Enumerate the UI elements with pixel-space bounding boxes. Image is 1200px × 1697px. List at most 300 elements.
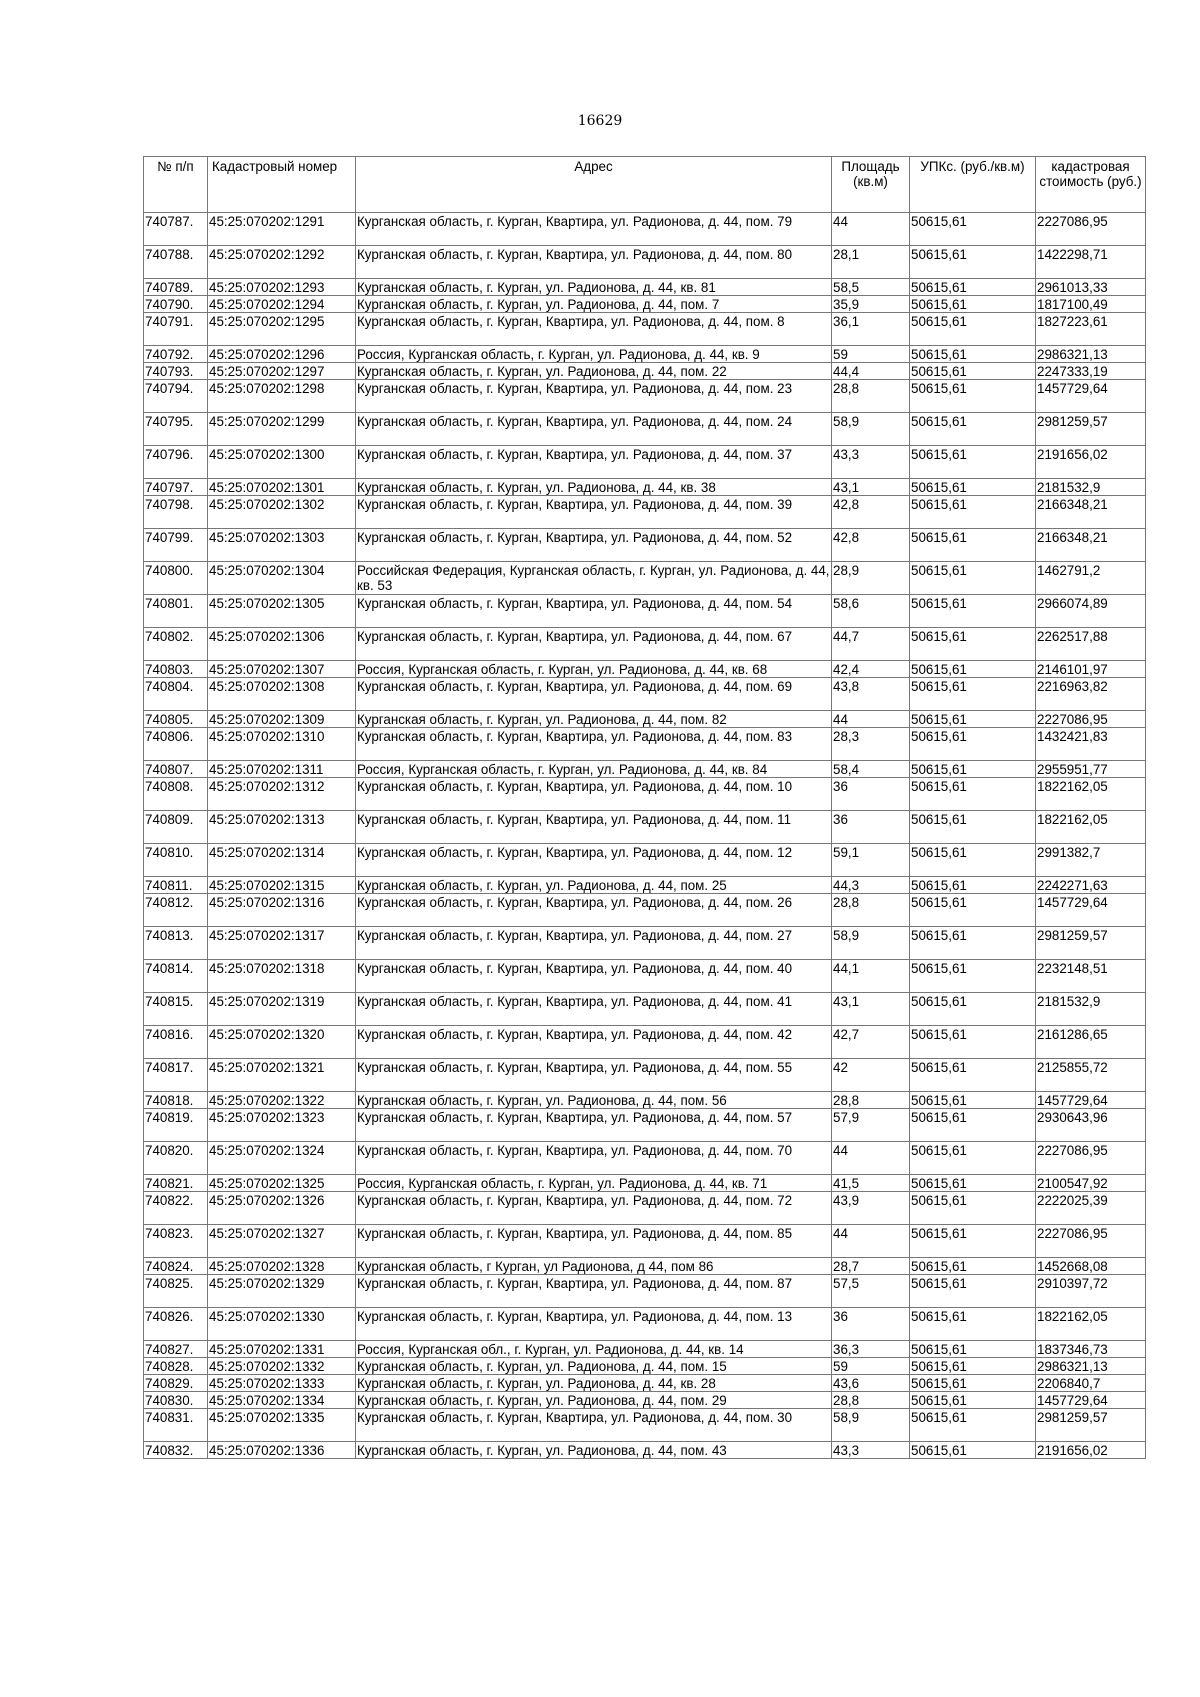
row-number-cell: 740799. — [144, 529, 208, 562]
upks-cell: 50615,61 — [910, 1026, 1036, 1059]
upks-cell: 50615,61 — [910, 778, 1036, 811]
address-cell: Курганская область, г. Курган, Квартира, ул. Радионова, д. 44, пом. 37 — [356, 446, 832, 479]
row-number-cell: 740808. — [144, 778, 208, 811]
table-row — [144, 844, 1146, 877]
address-cell: Курганская область, г. Курган, Квартира, ул. Радионова, д. 44, пом. 13 — [356, 1308, 832, 1341]
cadastral-value-cell: 1822162,05 — [1036, 811, 1146, 844]
address-cell: Курганская область, г. Курган, ул. Радионова, д. 44, пом. 43 — [356, 1442, 832, 1459]
row-number-cell: 740800. — [144, 562, 208, 595]
cadastral-value-cell: 2981259,57 — [1036, 927, 1146, 960]
table-row — [144, 1275, 1146, 1308]
address-cell: Курганская область, г. Курган, Квартира, ул. Радионова, д. 44, пом. 57 — [356, 1109, 832, 1142]
header-cadastral-value: кадастровая стоимость (руб.) — [1036, 157, 1146, 213]
area-cell: 43,1 — [832, 479, 910, 496]
row-number-cell: 740812. — [144, 894, 208, 927]
row-number-cell: 740807. — [144, 761, 208, 778]
table-row — [144, 529, 1146, 562]
row-number-cell: 740794. — [144, 380, 208, 413]
upks-cell: 50615,61 — [910, 728, 1036, 761]
cadastral-value-cell: 1817100,49 — [1036, 296, 1146, 313]
cadastral-value-cell: 2955951,77 — [1036, 761, 1146, 778]
upks-cell: 50615,61 — [910, 213, 1036, 246]
cadastral-number-cell: 45:25:070202:1329 — [208, 1275, 356, 1308]
address-cell: Россия, Курганская область, г. Курган, ул. Радионова, д. 44, кв. 71 — [356, 1175, 832, 1192]
cadastral-number-cell: 45:25:070202:1322 — [208, 1092, 356, 1109]
cadastral-value-cell: 2247333,19 — [1036, 363, 1146, 380]
table-row — [144, 380, 1146, 413]
row-number-cell: 740828. — [144, 1358, 208, 1375]
cadastral-number-cell: 45:25:070202:1315 — [208, 877, 356, 894]
table-row — [144, 1375, 1146, 1392]
cadastral-value-cell: 1457729,64 — [1036, 380, 1146, 413]
table-row — [144, 993, 1146, 1026]
cadastral-value-cell: 1827223,61 — [1036, 313, 1146, 346]
cadastral-value-cell: 2161286,65 — [1036, 1026, 1146, 1059]
cadastral-value-cell: 2232148,51 — [1036, 960, 1146, 993]
row-number-cell: 740820. — [144, 1142, 208, 1175]
cadastral-number-cell: 45:25:070202:1303 — [208, 529, 356, 562]
upks-cell: 50615,61 — [910, 894, 1036, 927]
table-row — [144, 479, 1146, 496]
row-number-cell: 740818. — [144, 1092, 208, 1109]
area-cell: 42,4 — [832, 661, 910, 678]
address-cell: Россия, Курганская область, г. Курган, ул. Радионова, д. 44, кв. 9 — [356, 346, 832, 363]
area-cell: 28,3 — [832, 728, 910, 761]
row-number-cell: 740796. — [144, 446, 208, 479]
upks-cell: 50615,61 — [910, 1092, 1036, 1109]
area-cell: 28,8 — [832, 894, 910, 927]
address-cell: Россия, Курганская область, г. Курган, ул. Радионова, д. 44, кв. 84 — [356, 761, 832, 778]
cadastral-value-cell: 2125855,72 — [1036, 1059, 1146, 1092]
cadastral-number-cell: 45:25:070202:1336 — [208, 1442, 356, 1459]
address-cell: Курганская область, г. Курган, Квартира, ул. Радионова, д. 44, пом. 11 — [356, 811, 832, 844]
row-number-cell: 740826. — [144, 1308, 208, 1341]
cadastral-number-cell: 45:25:070202:1319 — [208, 993, 356, 1026]
upks-cell: 50615,61 — [910, 927, 1036, 960]
cadastral-value-cell: 1457729,64 — [1036, 1092, 1146, 1109]
upks-cell: 50615,61 — [910, 446, 1036, 479]
table-row — [144, 1175, 1146, 1192]
row-number-cell: 740829. — [144, 1375, 208, 1392]
cadastral-number-cell: 45:25:070202:1308 — [208, 678, 356, 711]
upks-cell: 50615,61 — [910, 628, 1036, 661]
upks-cell: 50615,61 — [910, 1442, 1036, 1459]
address-cell: Курганская область, г. Курган, Квартира, ул. Радионова, д. 44, пом. 23 — [356, 380, 832, 413]
upks-cell: 50615,61 — [910, 1308, 1036, 1341]
cadastral-value-table — [143, 156, 1146, 1459]
address-cell: Курганская область, г. Курган, Квартира, ул. Радионова, д. 44, пом. 52 — [356, 529, 832, 562]
table-row — [144, 894, 1146, 927]
area-cell: 28,7 — [832, 1258, 910, 1275]
row-number-cell: 740801. — [144, 595, 208, 628]
table-row — [144, 246, 1146, 279]
table-row — [144, 1142, 1146, 1175]
cadastral-number-cell: 45:25:070202:1318 — [208, 960, 356, 993]
upks-cell: 50615,61 — [910, 1341, 1036, 1358]
row-number-cell: 740814. — [144, 960, 208, 993]
area-cell: 35,9 — [832, 296, 910, 313]
table-row — [144, 1392, 1146, 1409]
area-cell: 44 — [832, 711, 910, 728]
upks-cell: 50615,61 — [910, 1175, 1036, 1192]
cadastral-number-cell: 45:25:070202:1314 — [208, 844, 356, 877]
cadastral-value-cell: 1822162,05 — [1036, 1308, 1146, 1341]
table-row — [144, 1442, 1146, 1459]
upks-cell: 50615,61 — [910, 562, 1036, 595]
address-cell: Курганская область, г. Курган, Квартира, ул. Радионова, д. 44, пом. 69 — [356, 678, 832, 711]
address-cell: Курганская область, г. Курган, ул. Радионова, д. 44, кв. 28 — [356, 1375, 832, 1392]
row-number-cell: 740831. — [144, 1409, 208, 1442]
table-row — [144, 595, 1146, 628]
cadastral-number-cell: 45:25:070202:1311 — [208, 761, 356, 778]
table-row — [144, 1109, 1146, 1142]
area-cell: 44,7 — [832, 628, 910, 661]
table-row — [144, 1358, 1146, 1375]
upks-cell: 50615,61 — [910, 1358, 1036, 1375]
table-row — [144, 1341, 1146, 1358]
cadastral-value-cell: 1837346,73 — [1036, 1341, 1146, 1358]
row-number-cell: 740827. — [144, 1341, 208, 1358]
area-cell: 44 — [832, 1225, 910, 1258]
address-cell: Россия, Курганская обл., г. Курган, ул. Радионова, д. 44, кв. 14 — [356, 1341, 832, 1358]
row-number-cell: 740830. — [144, 1392, 208, 1409]
row-number-cell: 740825. — [144, 1275, 208, 1308]
cadastral-number-cell: 45:25:070202:1316 — [208, 894, 356, 927]
area-cell: 42,7 — [832, 1026, 910, 1059]
row-number-cell: 740810. — [144, 844, 208, 877]
address-cell: Курганская область, г. Курган, Квартира, ул. Радионова, д. 44, пом. 79 — [356, 213, 832, 246]
cadastral-value-cell: 2206840,7 — [1036, 1375, 1146, 1392]
row-number-cell: 740788. — [144, 246, 208, 279]
address-cell: Курганская область, г. Курган, Квартира, ул. Радионова, д. 44, пом. 83 — [356, 728, 832, 761]
address-cell: Курганская область, г. Курган, Квартира, ул. Радионова, д. 44, пом. 42 — [356, 1026, 832, 1059]
row-number-cell: 740787. — [144, 213, 208, 246]
address-cell: Курганская область, г. Курган, ул. Радионова, д. 44, пом. 15 — [356, 1358, 832, 1375]
table-row — [144, 446, 1146, 479]
cadastral-number-cell: 45:25:070202:1301 — [208, 479, 356, 496]
address-cell: Курганская область, г. Курган, Квартира, ул. Радионова, д. 44, пом. 8 — [356, 313, 832, 346]
upks-cell: 50615,61 — [910, 413, 1036, 446]
area-cell: 58,9 — [832, 927, 910, 960]
cadastral-value-cell: 2262517,88 — [1036, 628, 1146, 661]
row-number-cell: 740817. — [144, 1059, 208, 1092]
table-row — [144, 1092, 1146, 1109]
upks-cell: 50615,61 — [910, 1409, 1036, 1442]
table-row — [144, 811, 1146, 844]
area-cell: 42,8 — [832, 529, 910, 562]
area-cell: 43,3 — [832, 1442, 910, 1459]
address-cell: Курганская область, г. Курган, Квартира, ул. Радионова, д. 44, пом. 72 — [356, 1192, 832, 1225]
cadastral-value-cell: 2216963,82 — [1036, 678, 1146, 711]
row-number-cell: 740823. — [144, 1225, 208, 1258]
row-number-cell: 740805. — [144, 711, 208, 728]
address-cell: Курганская область, г. Курган, Квартира, ул. Радионова, д. 44, пом. 24 — [356, 413, 832, 446]
row-number-cell: 740793. — [144, 363, 208, 380]
area-cell: 36 — [832, 1308, 910, 1341]
cadastral-value-cell: 2166348,21 — [1036, 496, 1146, 529]
area-cell: 36 — [832, 811, 910, 844]
page-number: 16629 — [577, 113, 623, 129]
area-cell: 44 — [832, 1142, 910, 1175]
cadastral-number-cell: 45:25:070202:1323 — [208, 1109, 356, 1142]
table-row — [144, 927, 1146, 960]
table-row — [144, 213, 1146, 246]
upks-cell: 50615,61 — [910, 346, 1036, 363]
cadastral-number-cell: 45:25:070202:1299 — [208, 413, 356, 446]
address-cell: Курганская область, г. Курган, ул. Радионова, д. 44, пом. 22 — [356, 363, 832, 380]
table-row — [144, 761, 1146, 778]
cadastral-value-cell: 2146101,97 — [1036, 661, 1146, 678]
table-row — [144, 728, 1146, 761]
cadastral-value-cell: 2981259,57 — [1036, 1409, 1146, 1442]
upks-cell: 50615,61 — [910, 380, 1036, 413]
upks-cell: 50615,61 — [910, 1375, 1036, 1392]
cadastral-number-cell: 45:25:070202:1298 — [208, 380, 356, 413]
table-row — [144, 1192, 1146, 1225]
row-number-cell: 740822. — [144, 1192, 208, 1225]
upks-cell: 50615,61 — [910, 1275, 1036, 1308]
table-row — [144, 711, 1146, 728]
area-cell: 57,9 — [832, 1109, 910, 1142]
cadastral-value-cell: 2242271,63 — [1036, 877, 1146, 894]
table-row — [144, 279, 1146, 296]
area-cell: 59 — [832, 1358, 910, 1375]
cadastral-value-cell: 1432421,83 — [1036, 728, 1146, 761]
address-cell: Курганская область, г. Курган, ул. Радионова, д. 44, пом. 29 — [356, 1392, 832, 1409]
address-cell: Курганская область, г. Курган, Квартира, ул. Радионова, д. 44, пом. 87 — [356, 1275, 832, 1308]
cadastral-number-cell: 45:25:070202:1334 — [208, 1392, 356, 1409]
cadastral-value-cell: 2910397,72 — [1036, 1275, 1146, 1308]
table-row — [144, 1059, 1146, 1092]
area-cell: 43,9 — [832, 1192, 910, 1225]
upks-cell: 50615,61 — [910, 844, 1036, 877]
cadastral-value-cell: 2222025,39 — [1036, 1192, 1146, 1225]
cadastral-number-cell: 45:25:070202:1332 — [208, 1358, 356, 1375]
row-number-cell: 740824. — [144, 1258, 208, 1275]
cadastral-value-cell: 1457729,64 — [1036, 1392, 1146, 1409]
row-number-cell: 740803. — [144, 661, 208, 678]
area-cell: 42,8 — [832, 496, 910, 529]
table-row — [144, 960, 1146, 993]
address-cell: Курганская область, г. Курган, ул. Радионова, д. 44, пом. 7 — [356, 296, 832, 313]
area-cell: 43,8 — [832, 678, 910, 711]
table-body — [144, 213, 1146, 1459]
upks-cell: 50615,61 — [910, 363, 1036, 380]
area-cell: 43,6 — [832, 1375, 910, 1392]
cadastral-number-cell: 45:25:070202:1324 — [208, 1142, 356, 1175]
address-cell: Курганская область, г. Курган, Квартира, ул. Радионова, д. 44, пом. 30 — [356, 1409, 832, 1442]
cadastral-number-cell: 45:25:070202:1320 — [208, 1026, 356, 1059]
cadastral-number-cell: 45:25:070202:1317 — [208, 927, 356, 960]
area-cell: 36 — [832, 778, 910, 811]
upks-cell: 50615,61 — [910, 279, 1036, 296]
address-cell: Российская Федерация, Курганская область, г. Курган, ул. Радионова, д. 44, кв. 53 — [357, 563, 830, 593]
table-row — [144, 628, 1146, 661]
cadastral-value-cell: 2227086,95 — [1036, 711, 1146, 728]
cadastral-value-cell: 2986321,13 — [1036, 346, 1146, 363]
table-row — [144, 1225, 1146, 1258]
row-number-cell: 740816. — [144, 1026, 208, 1059]
upks-cell: 50615,61 — [910, 1059, 1036, 1092]
address-cell: Курганская область, г. Курган, ул. Радионова, д. 44, пом. 82 — [356, 711, 832, 728]
table-header-row — [144, 157, 1146, 213]
cadastral-number-cell: 45:25:070202:1313 — [208, 811, 356, 844]
cadastral-number-cell: 45:25:070202:1295 — [208, 313, 356, 346]
row-number-cell: 740809. — [144, 811, 208, 844]
table-row — [144, 313, 1146, 346]
cadastral-value-cell: 1452668,08 — [1036, 1258, 1146, 1275]
cadastral-number-cell: 45:25:070202:1335 — [208, 1409, 356, 1442]
row-number-cell: 740832. — [144, 1442, 208, 1459]
cadastral-value-cell: 2191656,02 — [1036, 446, 1146, 479]
cadastral-number-cell: 45:25:070202:1293 — [208, 279, 356, 296]
upks-cell: 50615,61 — [910, 960, 1036, 993]
area-cell: 58,4 — [832, 761, 910, 778]
cadastral-number-cell: 45:25:070202:1333 — [208, 1375, 356, 1392]
table-row — [144, 1026, 1146, 1059]
cadastral-value-cell: 2227086,95 — [1036, 1142, 1146, 1175]
upks-cell: 50615,61 — [910, 993, 1036, 1026]
row-number-cell: 740798. — [144, 496, 208, 529]
cadastral-number-cell: 45:25:070202:1327 — [208, 1225, 356, 1258]
upks-cell: 50615,61 — [910, 678, 1036, 711]
row-number-cell: 740797. — [144, 479, 208, 496]
upks-cell: 50615,61 — [910, 246, 1036, 279]
area-cell: 28,9 — [832, 562, 910, 595]
upks-cell: 50615,61 — [910, 1192, 1036, 1225]
row-number-cell: 740802. — [144, 628, 208, 661]
cadastral-number-cell: 45:25:070202:1300 — [208, 446, 356, 479]
row-number-cell: 740792. — [144, 346, 208, 363]
cadastral-number-cell: 45:25:070202:1296 — [208, 346, 356, 363]
cadastral-value-cell: 2181532,9 — [1036, 993, 1146, 1026]
area-cell: 43,3 — [832, 446, 910, 479]
cadastral-number-cell: 45:25:070202:1294 — [208, 296, 356, 313]
table-row — [144, 778, 1146, 811]
address-cell: Курганская область, г. Курган, Квартира, ул. Радионова, д. 44, пом. 41 — [356, 993, 832, 1026]
address-cell: Курганская область, г. Курган, Квартира, ул. Радионова, д. 44, пом. 39 — [356, 496, 832, 529]
row-number-cell: 740790. — [144, 296, 208, 313]
address-cell: Курганская область, г. Курган, ул. Радионова, д. 44, кв. 81 — [356, 279, 832, 296]
cadastral-value-cell: 2181532,9 — [1036, 479, 1146, 496]
cadastral-number-cell: 45:25:070202:1310 — [208, 728, 356, 761]
area-cell: 58,6 — [832, 595, 910, 628]
cadastral-number-cell: 45:25:070202:1291 — [208, 213, 356, 246]
cadastral-number-cell: 45:25:070202:1306 — [208, 628, 356, 661]
area-cell: 57,5 — [832, 1275, 910, 1308]
area-cell: 59 — [832, 346, 910, 363]
address-cell: Курганская область, г Курган, ул Радионова, д 44, пом 86 — [356, 1258, 832, 1275]
row-number-cell: 740811. — [144, 877, 208, 894]
table-row — [144, 413, 1146, 446]
address-cell: Курганская область, г. Курган, ул. Радионова, д. 44, кв. 38 — [356, 479, 832, 496]
table-row — [144, 363, 1146, 380]
area-cell: 44,4 — [832, 363, 910, 380]
header-area: Площадь (кв.м) — [832, 157, 910, 213]
area-cell: 43,1 — [832, 993, 910, 1026]
upks-cell: 50615,61 — [910, 877, 1036, 894]
cadastral-number-cell: 45:25:070202:1297 — [208, 363, 356, 380]
address-cell: Курганская область, г. Курган, Квартира, ул. Радионова, д. 44, пом. 55 — [356, 1059, 832, 1092]
table-row — [144, 877, 1146, 894]
upks-cell: 50615,61 — [910, 711, 1036, 728]
table-row — [144, 1308, 1146, 1341]
cadastral-number-cell: 45:25:070202:1307 — [208, 661, 356, 678]
cadastral-value-cell: 2961013,33 — [1036, 279, 1146, 296]
area-cell: 28,8 — [832, 1392, 910, 1409]
cadastral-value-cell: 2227086,95 — [1036, 213, 1146, 246]
upks-cell: 50615,61 — [910, 479, 1036, 496]
cadastral-value-cell: 2966074,89 — [1036, 595, 1146, 628]
cadastral-number-cell: 45:25:070202:1304 — [208, 562, 356, 595]
cadastral-value-cell: 2191656,02 — [1036, 1442, 1146, 1459]
table-row — [144, 661, 1146, 678]
address-cell: Курганская область, г. Курган, Квартира, ул. Радионова, д. 44, пом. 10 — [356, 778, 832, 811]
table-row — [144, 678, 1146, 711]
area-cell: 58,9 — [832, 413, 910, 446]
address-cell: Курганская область, г. Курган, Квартира, ул. Радионова, д. 44, пом. 27 — [356, 927, 832, 960]
row-number-cell: 740819. — [144, 1109, 208, 1142]
cadastral-number-cell: 45:25:070202:1328 — [208, 1258, 356, 1275]
upks-cell: 50615,61 — [910, 1109, 1036, 1142]
cadastral-number-cell: 45:25:070202:1331 — [208, 1341, 356, 1358]
area-cell: 58,5 — [832, 279, 910, 296]
area-cell: 44 — [832, 213, 910, 246]
upks-cell: 50615,61 — [910, 313, 1036, 346]
address-cell: Курганская область, г. Курган, Квартира, ул. Радионова, д. 44, пом. 70 — [356, 1142, 832, 1175]
header-address: Адрес — [356, 157, 832, 213]
area-cell: 59,1 — [832, 844, 910, 877]
header-cadastral-number: Кадастровый номер — [208, 157, 356, 213]
upks-cell: 50615,61 — [910, 595, 1036, 628]
area-cell: 42 — [832, 1059, 910, 1092]
address-cell: Россия, Курганская область, г. Курган, ул. Радионова, д. 44, кв. 68 — [356, 661, 832, 678]
area-cell: 28,1 — [832, 246, 910, 279]
table-row — [144, 1409, 1146, 1442]
cadastral-number-cell: 45:25:070202:1312 — [208, 778, 356, 811]
row-number-cell: 740821. — [144, 1175, 208, 1192]
cadastral-number-cell: 45:25:070202:1330 — [208, 1308, 356, 1341]
area-cell: 28,8 — [832, 380, 910, 413]
row-number-cell: 740806. — [144, 728, 208, 761]
upks-cell: 50615,61 — [910, 661, 1036, 678]
cadastral-value-cell: 2100547,92 — [1036, 1175, 1146, 1192]
cadastral-number-cell: 45:25:070202:1326 — [208, 1192, 356, 1225]
table-row — [144, 346, 1146, 363]
row-number-cell: 740791. — [144, 313, 208, 346]
cadastral-value-cell: 2227086,95 — [1036, 1225, 1146, 1258]
upks-cell: 50615,61 — [910, 1225, 1036, 1258]
area-cell: 28,8 — [832, 1092, 910, 1109]
cadastral-number-cell: 45:25:070202:1321 — [208, 1059, 356, 1092]
cadastral-value-cell: 1462791,2 — [1036, 562, 1146, 595]
upks-cell: 50615,61 — [910, 761, 1036, 778]
cadastral-number-cell: 45:25:070202:1292 — [208, 246, 356, 279]
table-row — [144, 296, 1146, 313]
cadastral-number-cell: 45:25:070202:1302 — [208, 496, 356, 529]
table-row — [144, 562, 1146, 595]
address-cell: Курганская область, г. Курган, Квартира, ул. Радионова, д. 44, пом. 54 — [356, 595, 832, 628]
cadastral-value-cell: 2930643,96 — [1036, 1109, 1146, 1142]
address-cell: Курганская область, г. Курган, ул. Радионова, д. 44, пом. 56 — [356, 1092, 832, 1109]
area-cell: 36,3 — [832, 1341, 910, 1358]
address-cell: Курганская область, г. Курган, ул. Радионова, д. 44, пом. 25 — [356, 877, 832, 894]
header-upks: УПКс. (руб./кв.м) — [910, 157, 1036, 213]
table-row — [144, 496, 1146, 529]
cadastral-value-cell: 2986321,13 — [1036, 1358, 1146, 1375]
upks-cell: 50615,61 — [910, 529, 1036, 562]
row-number-cell: 740815. — [144, 993, 208, 1026]
